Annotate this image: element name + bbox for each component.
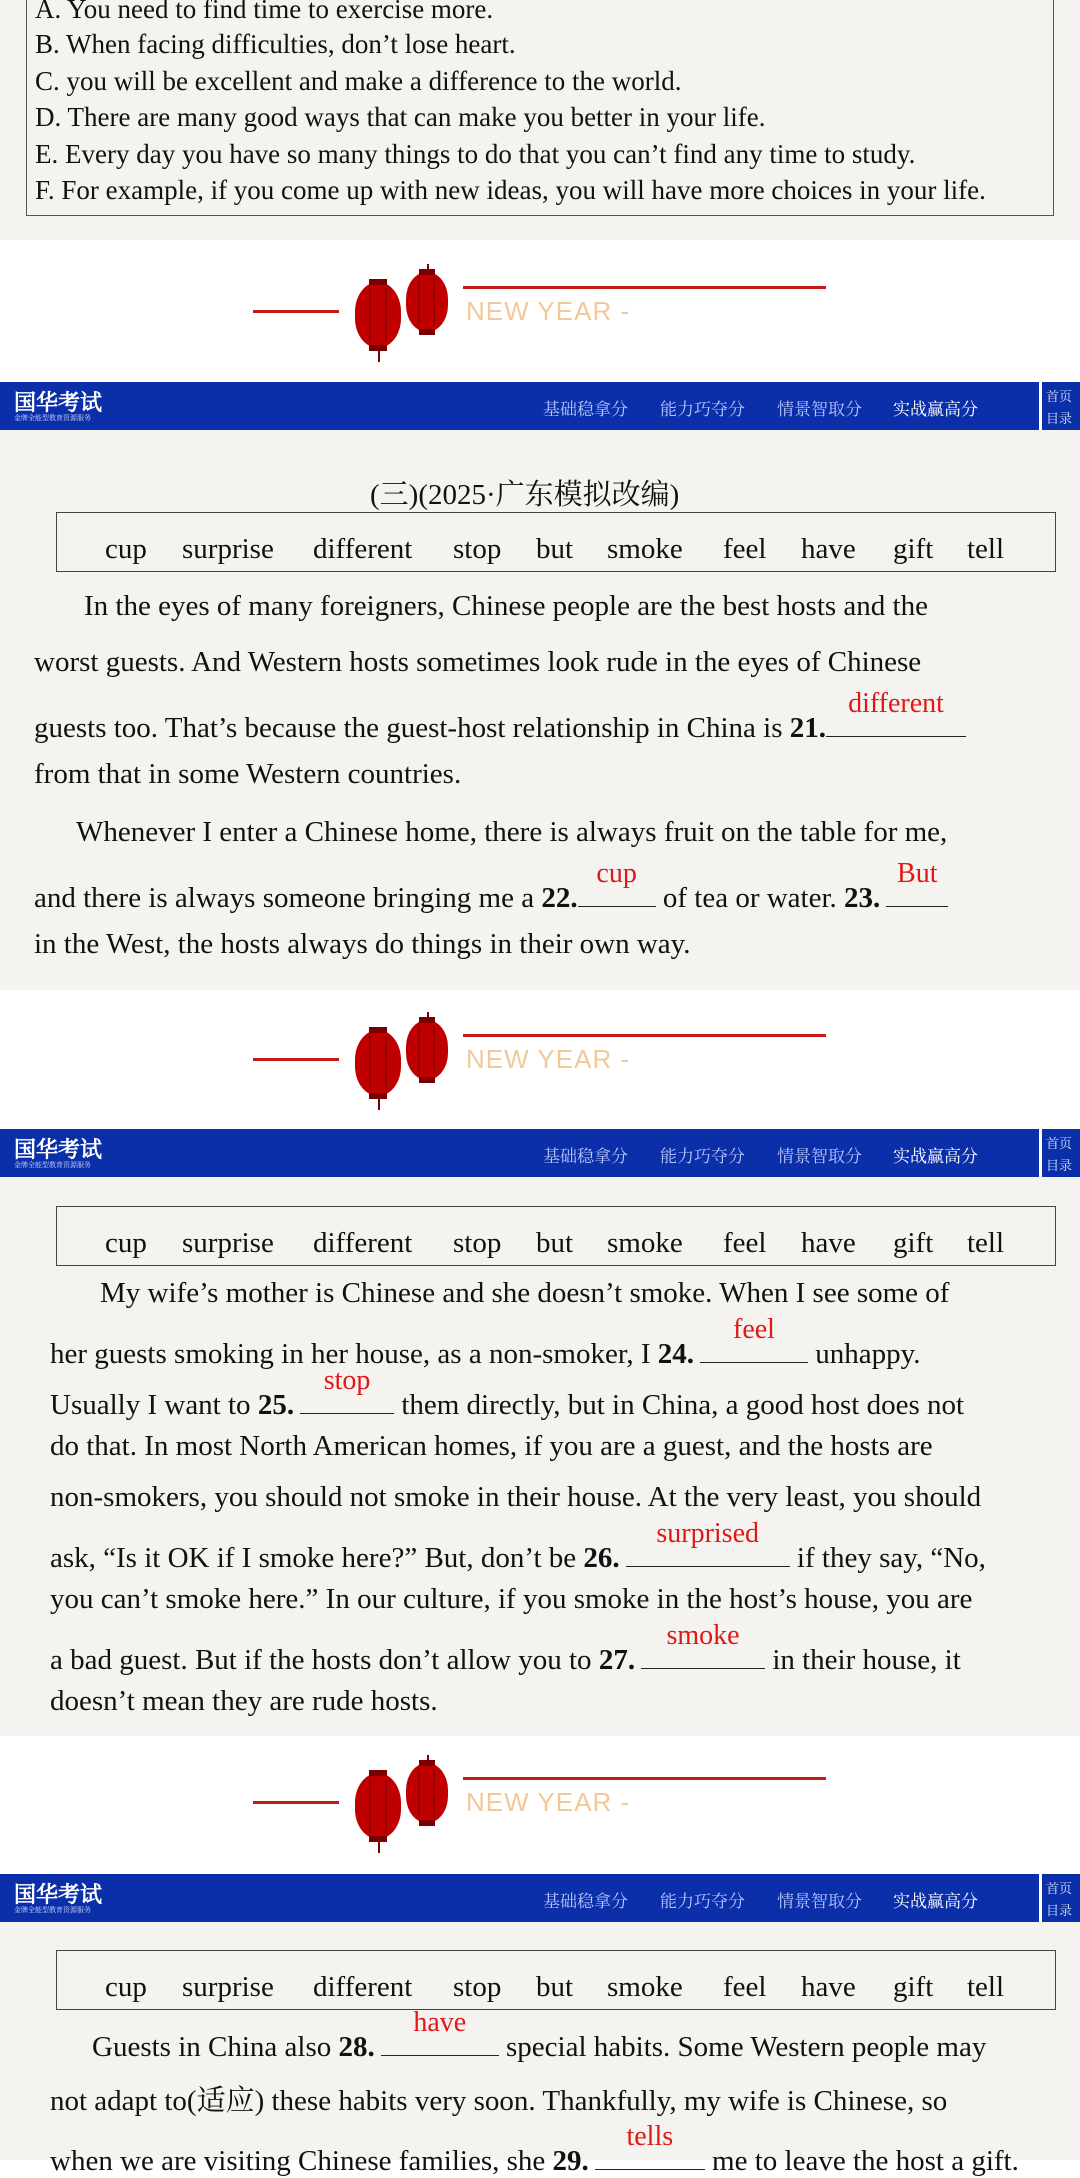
passage-text: of tea or water.: [655, 882, 845, 914]
lantern-icon: [355, 1030, 401, 1096]
word-cup: cup: [105, 1227, 147, 1259]
question-number: 29.: [552, 2145, 589, 2177]
nav-basic[interactable]: 基础稳拿分: [543, 1147, 628, 1167]
answer-24: feel: [733, 1314, 775, 1345]
word-but: but: [536, 1227, 574, 1259]
passage-text: guests too. That’s because the guest-host relationship in China is: [34, 712, 790, 744]
question-number: 28.: [338, 2031, 375, 2063]
option-e: E. Every day you have so many things to do that you can’t find any time to study.: [35, 139, 916, 169]
word-gift: gift: [893, 533, 934, 565]
nav-scenario[interactable]: 情景智取分: [777, 400, 862, 420]
answer-blank-25: [300, 1365, 394, 1414]
brand-tagline: 金牌全能型教育资源服务: [14, 1906, 91, 1914]
passage-line: My wife’s mother is Chinese and she doesn’t smoke. When I see some of: [100, 1277, 950, 1309]
word-tell: tell: [967, 533, 1005, 565]
side-nav: [1039, 382, 1080, 430]
word-have: have: [801, 533, 856, 565]
passage-text: and there is always someone bringing me a: [34, 882, 542, 914]
section-title: (三)(2025·广东模拟改编): [370, 479, 680, 511]
question-number: 22.: [541, 882, 578, 914]
brand-logo: 国华考试: [14, 390, 103, 415]
home-link[interactable]: 首页: [1046, 1137, 1073, 1152]
nav-basic[interactable]: 基础稳拿分: [543, 1892, 628, 1912]
new-year-divider: [0, 990, 1080, 1142]
passage-line: non-smokers, you should not smoke in their house. At the very least, you should: [50, 1481, 982, 1513]
passage-text: Guests in China also: [92, 2031, 339, 2063]
option-b: B. When facing difficulties, don’t lose heart.: [35, 29, 516, 59]
option-d: D. There are many good ways that can make you better in your life.: [35, 102, 766, 132]
divider-line-left: [253, 310, 339, 313]
passage-line: from that in some Western countries.: [34, 758, 462, 790]
lantern-icon: [355, 282, 401, 348]
nav-practice[interactable]: 实战赢高分: [893, 1892, 978, 1912]
passage-line: worst guests. And Western hosts sometimes look rude in the eyes of Chinese: [34, 646, 922, 678]
word-but: but: [536, 1971, 574, 2003]
lantern-icon: [406, 272, 448, 332]
nav-basic[interactable]: 基础稳拿分: [543, 400, 628, 420]
question-number: 23.: [844, 882, 881, 914]
nav-ability[interactable]: 能力巧夺分: [660, 1892, 745, 1912]
nav-practice[interactable]: 实战赢高分: [893, 400, 978, 420]
contents-link[interactable]: 目录: [1046, 412, 1073, 427]
passage-text: special habits. Some Western people may: [498, 2031, 987, 2063]
passage-text: if they say, “No,: [789, 1542, 986, 1574]
divider-text: NEW YEAR -: [466, 1044, 631, 1074]
word-cup: cup: [105, 533, 147, 565]
question-number: 21.: [789, 712, 827, 744]
answer-26: surprised: [656, 1518, 759, 1549]
nav-ability[interactable]: 能力巧夺分: [660, 1147, 745, 1167]
passage-line: [50, 1365, 965, 1422]
nav-ability[interactable]: 能力巧夺分: [660, 400, 745, 420]
header-banner: [0, 382, 1080, 430]
passage-line: [50, 1620, 961, 1677]
word-different: different: [313, 1227, 413, 1259]
word-bank: [56, 1206, 1056, 1266]
passage-line: [50, 1518, 986, 1575]
answer-blank-27: [641, 1620, 765, 1669]
header-banner: [0, 1129, 1080, 1177]
brand-tagline: 金牌全能型教育资源服务: [14, 414, 91, 422]
answer-22: cup: [596, 858, 637, 889]
new-year-divider: [0, 240, 1080, 392]
passage-line: doesn’t mean they are rude hosts.: [50, 1685, 438, 1717]
nav-scenario[interactable]: 情景智取分: [777, 1147, 862, 1167]
passage-line: [50, 2121, 1019, 2178]
word-stop: stop: [453, 1227, 502, 1259]
lantern-icon: [355, 1773, 401, 1839]
answer-blank-28: [381, 2007, 499, 2056]
word-have: have: [801, 1227, 856, 1259]
passage-text: ask, “Is it OK if I smoke here?” But, don’t be: [50, 1542, 584, 1574]
word-surprise: surprise: [182, 1971, 274, 2003]
question-number: 27.: [598, 1644, 636, 1676]
passage-line: [34, 688, 966, 745]
word-gift: gift: [893, 1971, 934, 2003]
word-smoke: smoke: [607, 1971, 683, 2003]
options-panel: [0, 0, 1080, 240]
page-3: [0, 1922, 1080, 2177]
word-feel: feel: [723, 533, 767, 565]
new-year-divider: [0, 1736, 1080, 1888]
lantern-icon: [406, 1020, 448, 1080]
answer-21: different: [848, 688, 944, 719]
passage-text: when we are visiting Chinese families, she: [50, 2145, 553, 2177]
option-a: A. You need to find time to exercise more.: [35, 0, 494, 24]
nav-practice[interactable]: 实战赢高分: [893, 1147, 978, 1167]
answer-blank-24: [700, 1314, 808, 1363]
home-link[interactable]: 首页: [1046, 1882, 1073, 1897]
passage-line: [50, 1314, 921, 1371]
home-link[interactable]: 首页: [1046, 390, 1073, 405]
answer-blank-26: [626, 1518, 790, 1567]
word-tell: tell: [967, 1227, 1005, 1259]
passage-text: me to leave the host a gift.: [704, 2145, 1019, 2177]
brand-logo: 国华考试: [14, 1882, 103, 1907]
passage-text: in their house, it: [765, 1644, 961, 1676]
brand-logo: 国华考试: [14, 1137, 103, 1162]
passage-text: Usually I want to: [50, 1389, 258, 1421]
word-stop: stop: [453, 1971, 502, 2003]
lantern-icon: [406, 1763, 448, 1823]
divider-line-right: [463, 286, 826, 289]
passage-text: a bad guest. But if the hosts don’t allow you to: [50, 1644, 599, 1676]
passage-line: do that. In most North American homes, if you are a guest, and the hosts are: [50, 1430, 933, 1462]
word-surprise: surprise: [182, 533, 274, 565]
answer-25: stop: [323, 1365, 371, 1396]
word-different: different: [313, 1971, 413, 2003]
passage-line: In the eyes of many foreigners, Chinese people are the best hosts and the: [84, 590, 928, 622]
word-bank: [56, 512, 1056, 572]
word-different: different: [313, 533, 413, 565]
header-banner: [0, 1874, 1080, 1922]
option-c: C. you will be excellent and make a difference to the world.: [35, 66, 682, 96]
answer-blank-29: [595, 2121, 705, 2170]
nav-scenario[interactable]: 情景智取分: [777, 1892, 862, 1912]
word-tell: tell: [967, 1971, 1005, 2003]
answer-blank-22: [578, 858, 656, 907]
page-2: [0, 1177, 1080, 1736]
brand-tagline: 金牌全能型教育资源服务: [14, 1161, 91, 1169]
word-gift: gift: [893, 1227, 934, 1259]
word-smoke: smoke: [607, 533, 683, 565]
word-smoke: smoke: [607, 1227, 683, 1259]
passage-text: her guests smoking in her house, as a non-smoker, I: [50, 1338, 658, 1370]
divider-text: NEW YEAR -: [466, 1787, 631, 1817]
contents-link[interactable]: 目录: [1046, 1159, 1073, 1174]
answer-blank-23: [886, 858, 948, 907]
word-feel: feel: [723, 1971, 767, 2003]
answer-28: have: [413, 2007, 467, 2038]
divider-line-left: [253, 1801, 339, 1804]
word-feel: feel: [723, 1227, 767, 1259]
passage-text: unhappy.: [807, 1338, 921, 1370]
side-nav: [1039, 1874, 1080, 1922]
word-but: but: [536, 533, 574, 565]
passage-line: [92, 2007, 987, 2064]
word-have: have: [801, 1971, 856, 2003]
page-1: [0, 430, 1080, 992]
question-number: 26.: [583, 1542, 620, 1574]
passage-text: them directly, but in China, a good host does not: [394, 1389, 965, 1421]
contents-link[interactable]: 目录: [1046, 1904, 1073, 1919]
word-stop: stop: [453, 533, 502, 565]
word-bank: [56, 1950, 1056, 2010]
question-number: 25.: [257, 1389, 295, 1421]
options-box: [26, 0, 1054, 216]
passage-line: Whenever I enter a Chinese home, there is always fruit on the table for me,: [76, 816, 948, 848]
passage-line: you can’t smoke here.” In our culture, if you smoke in the host’s house, you are: [50, 1583, 973, 1615]
passage-line: not adapt to(适应) these habits very soon. Thankfully, my wife is Chinese, so: [50, 2085, 948, 2117]
divider-line-left: [253, 1058, 339, 1061]
answer-blank-21: [826, 688, 966, 737]
word-cup: cup: [105, 1971, 147, 2003]
answer-29: tells: [626, 2121, 674, 2152]
option-f: F. For example, if you come up with new ideas, you will have more choices in your life.: [35, 175, 986, 205]
divider-line-right: [463, 1034, 826, 1037]
passage-line: [34, 858, 948, 915]
side-nav: [1039, 1129, 1080, 1177]
divider-line-right: [463, 1777, 826, 1780]
answer-27: smoke: [666, 1620, 740, 1651]
answer-23: But: [897, 858, 938, 889]
passage-line: in the West, the hosts always do things in their own way.: [34, 928, 691, 960]
question-number: 24.: [657, 1338, 694, 1370]
word-surprise: surprise: [182, 1227, 274, 1259]
divider-text: NEW YEAR -: [466, 296, 631, 326]
